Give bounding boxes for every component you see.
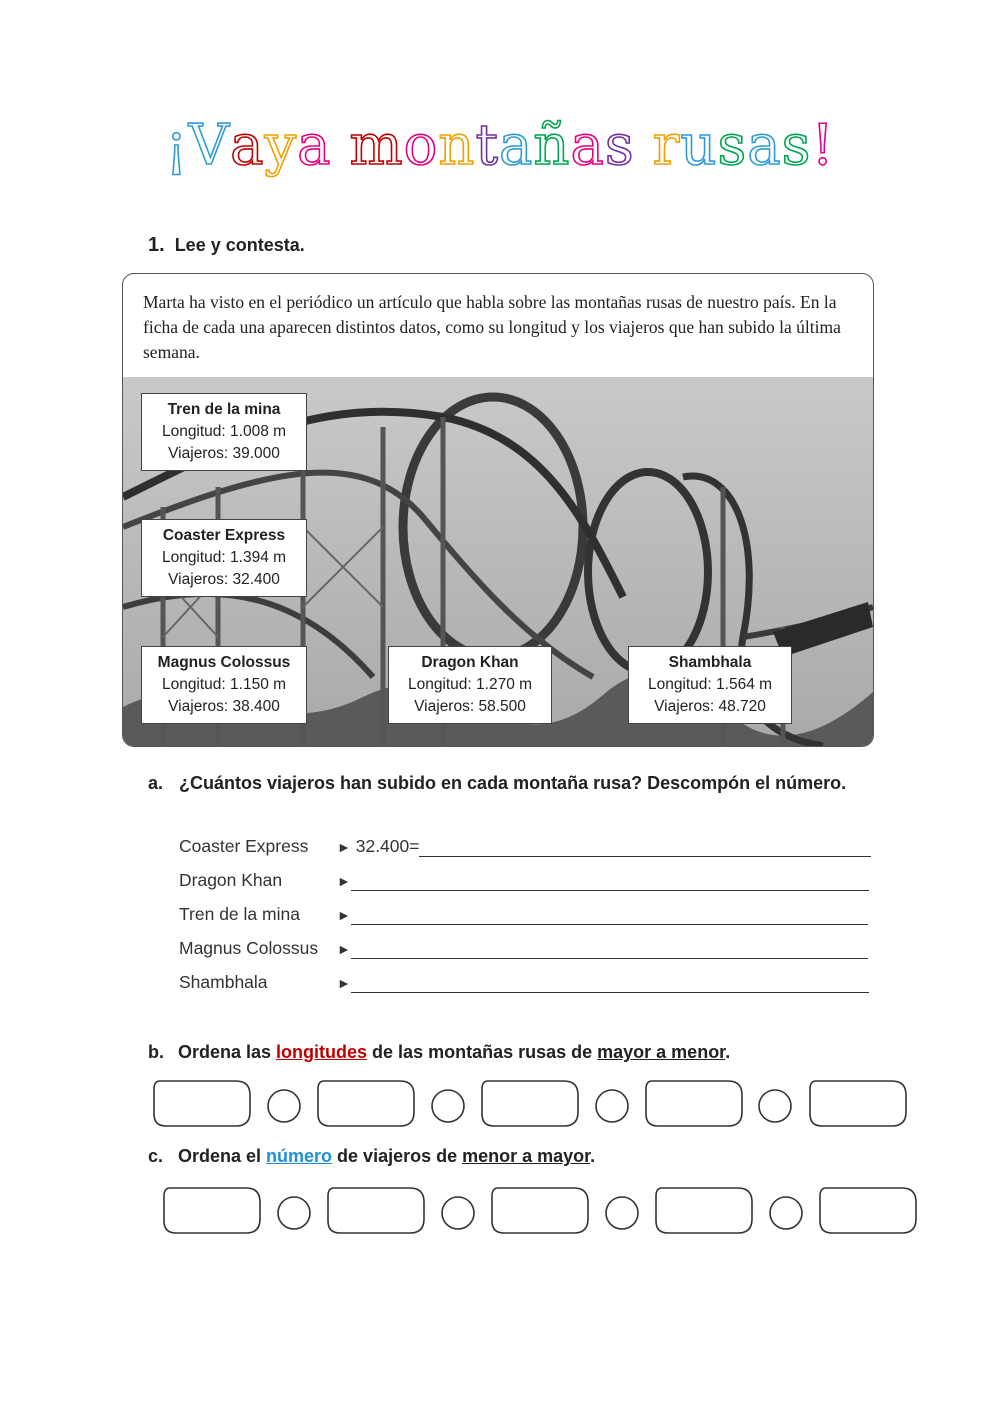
- coaster-name: Tren de la mina: [167, 401, 281, 418]
- answer-label: Dragon Khan: [179, 870, 283, 890]
- answer-row-tren-de-la-mina: [179, 904, 868, 925]
- answer-box[interactable]: [482, 1081, 578, 1126]
- highlight-numero: número: [266, 1146, 333, 1166]
- title-letter: y: [264, 113, 298, 178]
- title-letter: [635, 118, 653, 174]
- question-letter: b.: [148, 1042, 164, 1062]
- arrow-icon: ►: [337, 873, 351, 889]
- question-text: de las montañas rusas de: [367, 1042, 598, 1062]
- coaster-length: Longitud: 1.270 m: [407, 676, 533, 693]
- answer-box[interactable]: [810, 1081, 906, 1126]
- answer-circle[interactable]: [596, 1090, 628, 1122]
- coaster-riders: Viajeros: 38.400: [168, 698, 280, 715]
- title-letter: t: [475, 113, 499, 178]
- title-letter: [332, 118, 350, 174]
- answer-box[interactable]: [820, 1188, 916, 1233]
- answer-row-coaster-express: [179, 836, 871, 857]
- worksheet-title: [0, 113, 1000, 178]
- underlined-order: menor a mayor: [462, 1146, 591, 1166]
- question-a: [148, 764, 880, 802]
- answer-box[interactable]: [154, 1081, 250, 1126]
- answer-blank[interactable]: [351, 872, 869, 891]
- section-number: 1.: [148, 234, 165, 256]
- title-letter: s: [717, 113, 748, 178]
- title-letter: o: [403, 113, 439, 178]
- question-b: [148, 1042, 730, 1063]
- answer-box[interactable]: [318, 1081, 414, 1126]
- title-letter: a: [498, 113, 534, 178]
- answer-row-shambhala: [179, 972, 869, 993]
- answer-blank[interactable]: [419, 838, 871, 857]
- answer-blank[interactable]: [351, 940, 868, 959]
- coaster-riders: Viajeros: 32.400: [168, 571, 280, 588]
- title-letter: a: [297, 113, 332, 178]
- title-letter: s: [604, 113, 635, 178]
- coaster-riders: Viajeros: 58.500: [414, 698, 526, 715]
- answer-label: Coaster Express: [179, 836, 309, 856]
- answer-blank[interactable]: [351, 906, 868, 925]
- title-letter: a: [747, 113, 782, 178]
- arrow-icon: ►: [337, 907, 351, 923]
- coaster-riders: Viajeros: 39.000: [168, 445, 280, 462]
- coaster-card-dragon-khan: [388, 646, 552, 724]
- answer-box[interactable]: [646, 1081, 742, 1126]
- question-text: Ordena el: [178, 1146, 267, 1166]
- arrow-icon: ►: [337, 941, 351, 957]
- answer-box[interactable]: [328, 1188, 424, 1233]
- question-letter: a.: [148, 773, 164, 793]
- answer-box[interactable]: [164, 1188, 260, 1233]
- answer-row-magnus-colossus: [179, 938, 868, 959]
- coaster-name: Shambhala: [668, 654, 752, 671]
- answer-circle[interactable]: [432, 1090, 464, 1122]
- question-text: Ordena las: [178, 1042, 277, 1062]
- coaster-name: Dragon Khan: [421, 654, 519, 671]
- article-text: Marta ha visto en el periódico un artículo que habla sobre las montañas rusas de nuestro país. En la ficha de cada una aparecen distintos datos, como su longitud y los viajeros que han subido la última semana.: [143, 292, 841, 362]
- arrow-icon: ►: [337, 975, 351, 991]
- answer-circle[interactable]: [606, 1197, 638, 1229]
- title-letter: ¡: [165, 113, 189, 178]
- coaster-name: Coaster Express: [162, 527, 286, 544]
- title-letter: r: [652, 113, 681, 178]
- coaster-length: Longitud: 1.008 m: [161, 423, 287, 440]
- coaster-card-tren-de-la-mina: [141, 393, 307, 471]
- answer-circle[interactable]: [770, 1197, 802, 1229]
- title-letter: V: [188, 113, 231, 178]
- arrow-icon: ►: [337, 839, 351, 855]
- question-text: .: [590, 1146, 596, 1166]
- section-heading: [148, 234, 305, 257]
- question-letter: c.: [148, 1146, 164, 1166]
- coaster-name: Magnus Colossus: [157, 654, 291, 671]
- title-letter: a: [570, 113, 605, 178]
- answer-circle[interactable]: [268, 1090, 300, 1122]
- coaster-riders: Viajeros: 48.720: [654, 698, 766, 715]
- coaster-length: Longitud: 1.394 m: [161, 549, 287, 566]
- title-letter: !: [811, 113, 835, 178]
- answer-circle[interactable]: [442, 1197, 474, 1229]
- title-letter: s: [781, 113, 812, 178]
- answer-box[interactable]: [656, 1188, 752, 1233]
- answer-box[interactable]: [492, 1188, 588, 1233]
- answer-label: Shambhala: [179, 972, 268, 992]
- coaster-card-coaster-express: [141, 519, 307, 597]
- answer-circle[interactable]: [759, 1090, 791, 1122]
- question-text: .: [725, 1042, 731, 1062]
- answer-label: Tren de la mina: [179, 904, 300, 924]
- underlined-order: mayor a menor: [597, 1042, 726, 1062]
- question-text: ¿Cuántos viajeros han subido en cada montaña rusa? Descompón el número.: [179, 773, 847, 793]
- title-letter: a: [230, 113, 265, 178]
- title-letter: m: [349, 113, 404, 178]
- answer-label: Magnus Colossus: [179, 938, 319, 958]
- highlight-longitudes: longitudes: [276, 1042, 368, 1062]
- answer-blank[interactable]: [351, 974, 869, 993]
- coaster-length: Longitud: 1.564 m: [647, 676, 773, 693]
- coaster-card-magnus-colossus: [141, 646, 307, 724]
- coaster-length: Longitud: 1.150 m: [161, 676, 287, 693]
- article-card: [122, 273, 874, 747]
- question-c: [148, 1146, 595, 1167]
- coaster-card-shambhala: [628, 646, 792, 724]
- title-letter: u: [680, 113, 718, 178]
- section-label: Lee y contesta.: [174, 235, 305, 255]
- title-letter: ñ: [533, 113, 571, 178]
- answer-circle[interactable]: [278, 1197, 310, 1229]
- answer-row-dragon-khan: [179, 870, 869, 891]
- question-text: de viajeros de: [332, 1146, 463, 1166]
- title-letter: n: [438, 113, 476, 178]
- answer-example: 32.400=: [355, 836, 420, 856]
